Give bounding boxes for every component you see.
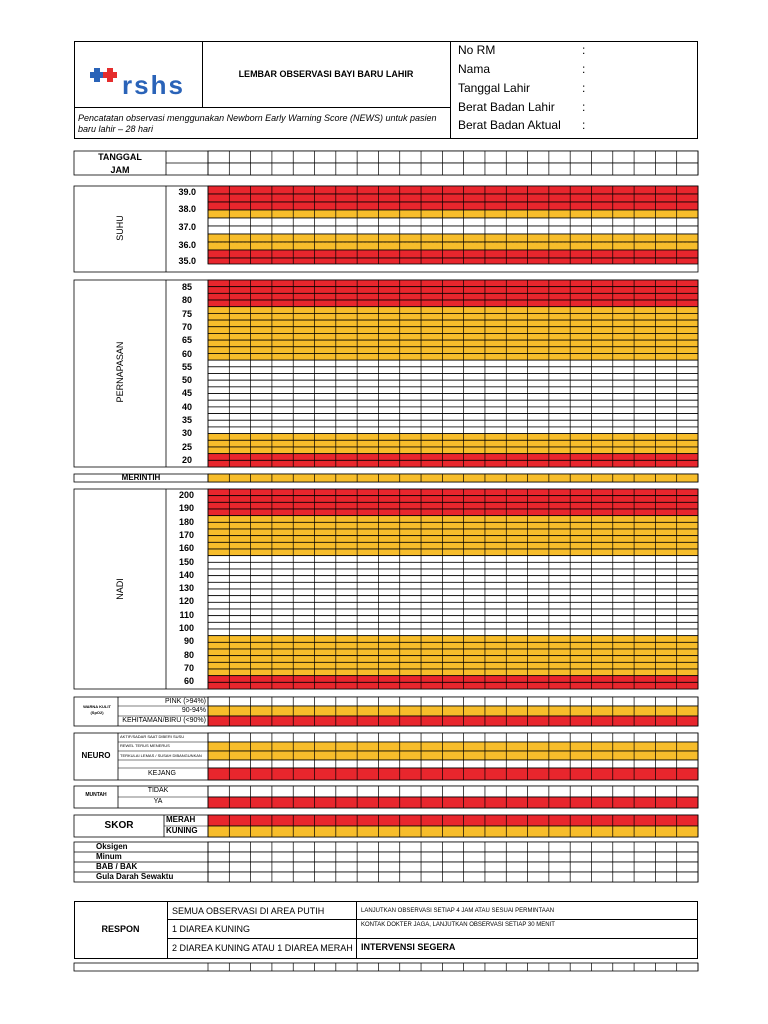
extra-row-label: BAB / BAK [96, 862, 138, 871]
warna-kulit-cell-row [208, 706, 698, 716]
pernapasan-label: 30 [181, 428, 192, 439]
nadi-cell-row [208, 662, 698, 669]
warna-kulit-row-label: 90-94% [181, 707, 206, 714]
neuro-row-label: AKTIF/SADAR SAAT DIBERI SUSU [120, 734, 185, 739]
nadi-label: 140 [178, 569, 194, 580]
pernapasan-label: 20 [181, 454, 192, 465]
pernapasan-label: 45 [181, 388, 192, 399]
suhu-cell-row [208, 242, 698, 250]
suhu-title: SUHU [115, 215, 125, 241]
nadi-cell-row [208, 569, 698, 576]
nadi-cell-row [208, 622, 698, 629]
form-title: LEMBAR OBSERVASI BAYI BARU LAHIR [238, 69, 414, 79]
pernapasan-cell-row [208, 374, 698, 381]
nadi-label: 90 [183, 636, 194, 647]
patient-field-berat-lahir: Berat Badan Lahir : [458, 100, 586, 114]
skor-row-label: MERAH [166, 815, 196, 824]
muntah-title: MUNTAH [85, 792, 107, 798]
neuro-cell-row [208, 733, 698, 742]
time-label: JAM [110, 165, 130, 175]
neuro-row-label: KEJANG [147, 770, 176, 777]
extra-row-label: Gula Darah Sewaktu [96, 872, 174, 881]
patient-field-tanggal-lahir: Tanggal Lahir : [458, 81, 586, 95]
pernapasan-cell-row [208, 360, 698, 367]
merintih-row [208, 474, 698, 482]
suhu-label: 37.0 [178, 222, 196, 232]
nadi-cell-row [208, 529, 698, 536]
patient-field-no-rm: No RM : [458, 43, 586, 57]
skor-row-label: KUNING [166, 826, 198, 835]
nadi-cell-row [208, 649, 698, 656]
respon-action-1: LANJUTKAN OBSERVASI SETIAP 4 JAM ATAU SESUAI PERMINTAAN [361, 908, 555, 914]
neuro-title: NEURO [81, 751, 111, 760]
warna-kulit-cell-row [208, 716, 698, 726]
nadi-cell-row [208, 496, 698, 503]
nadi-cell-row [208, 542, 698, 549]
pernapasan-cell-row [208, 440, 698, 447]
pernapasan-label: 85 [181, 282, 192, 292]
nadi-title: NADI [115, 578, 125, 600]
suhu-cell-row [208, 202, 698, 210]
respon-condition-3: 2 DIAREA KUNING ATAU 1 DIAREA MERAH [172, 943, 353, 953]
muntah-cell-row [208, 786, 698, 797]
skor-title: SKOR [104, 820, 134, 831]
extra-row-label: Minum [96, 852, 122, 861]
respon-action-3: INTERVENSI SEGERA [361, 942, 456, 952]
neuro-row-label: TERKULAI LEMAS / SUSAH DIBANGUNKAN [120, 753, 202, 758]
nadi-cell-row [208, 582, 698, 589]
pernapasan-cell-row [208, 387, 698, 394]
muntah-row-label: TIDAK [147, 787, 169, 794]
date-label: TANGGAL [98, 152, 142, 162]
muntah-row-label: YA [153, 798, 163, 805]
extra-row-label: Oksigen [96, 842, 128, 851]
pernapasan-cell-row [208, 400, 698, 407]
pernapasan-cell-row [208, 300, 698, 307]
pernapasan-cell-row [208, 407, 698, 414]
nadi-label: 160 [178, 543, 194, 554]
pernapasan-cell-row [208, 293, 698, 300]
nadi-cell-row [208, 669, 698, 676]
neuro-cell-row [208, 768, 698, 780]
pernapasan-label: 40 [181, 401, 192, 412]
patient-field-berat-aktual: Berat Badan Aktual : [458, 118, 586, 132]
nadi-cell-row [208, 536, 698, 543]
suhu-cell-row [208, 194, 698, 202]
respon-div-h2 [167, 938, 698, 939]
pernapasan-label: 55 [181, 361, 192, 372]
nadi-label: 200 [178, 490, 194, 500]
respon-div-h1 [167, 919, 698, 920]
warna-kulit-row-label: PINK (>94%) [164, 698, 206, 705]
pernapasan-cell-row [208, 307, 698, 314]
nadi-cell-row [208, 562, 698, 569]
suhu-label: 39.0 [178, 187, 196, 197]
pernapasan-label: 65 [181, 335, 192, 346]
nadi-label: 80 [183, 649, 194, 660]
neuro-cell-row [208, 760, 698, 768]
nadi-cell-row [208, 682, 698, 689]
extra-cell-row [208, 842, 698, 852]
pernapasan-cell-row [208, 280, 698, 287]
suhu-cell-row [208, 250, 698, 258]
suhu-cell-row [208, 258, 698, 264]
nadi-cell-row [208, 636, 698, 643]
skor-cell-row [208, 815, 698, 826]
warna-kulit-title: WARNA KULIT (SpO2) [83, 704, 111, 716]
suhu-cell-row [208, 186, 698, 194]
pernapasan-label: 70 [181, 321, 192, 332]
neuro-row-label: REWEL TERUS MENERUS [120, 743, 170, 748]
nadi-cell-row [208, 522, 698, 529]
date-row [208, 151, 698, 163]
pernapasan-cell-row [208, 434, 698, 441]
suhu-cell-row [208, 226, 698, 234]
nadi-cell-row [208, 502, 698, 509]
nadi-cell-row [208, 629, 698, 636]
nadi-label: 70 [183, 662, 194, 673]
nadi-cell-row [208, 549, 698, 556]
pernapasan-cell-row [208, 333, 698, 340]
pernapasan-label: 35 [181, 415, 192, 425]
suhu-label: 38.0 [178, 204, 196, 214]
nadi-label: 190 [178, 503, 194, 514]
nadi-label: 120 [178, 596, 194, 607]
pernapasan-label: 25 [181, 441, 192, 452]
pernapasan-cell-row [208, 447, 698, 454]
nadi-label: 180 [178, 516, 194, 527]
muntah-cell-row [208, 797, 698, 808]
respon-div-v1 [167, 901, 168, 959]
warna-kulit-row-label: KEHITAMAN/BIRU (<90%) [122, 717, 206, 724]
nadi-cell-row [208, 609, 698, 616]
suhu-cell-row [208, 210, 698, 218]
pernapasan-cell-row [208, 420, 698, 427]
nadi-label: 60 [183, 676, 194, 687]
nadi-cell-row [208, 576, 698, 583]
nadi-cell-row [208, 642, 698, 649]
pernapasan-cell-row [208, 367, 698, 374]
pernapasan-cell-row [208, 427, 698, 434]
warna-kulit-cell-row [208, 697, 698, 706]
pernapasan-cell-row [208, 454, 698, 461]
pernapasan-cell-row [208, 340, 698, 347]
pernapasan-cell-row [208, 353, 698, 360]
nadi-cell-row [208, 509, 698, 516]
pernapasan-cell-row [208, 414, 698, 421]
nadi-label: 170 [178, 529, 194, 540]
nadi-cell-row [208, 596, 698, 603]
nadi-cell-row [208, 676, 698, 683]
suhu-cell-row [208, 234, 698, 242]
pernapasan-cell-row [208, 380, 698, 387]
neuro-cell-row [208, 751, 698, 760]
pernapasan-cell-row [208, 347, 698, 354]
nadi-cell-row [208, 656, 698, 663]
nadi-cell-row [208, 602, 698, 609]
patient-field-nama: Nama : [458, 62, 586, 76]
pernapasan-cell-row [208, 287, 698, 294]
time-row [208, 163, 698, 175]
respon-condition-1: SEMUA OBSERVASI DI AREA PUTIH [172, 906, 325, 916]
skor-cell-row [208, 826, 698, 837]
merintih-label: MERINTIH [121, 473, 161, 482]
suhu-label: 36.0 [178, 240, 196, 250]
nadi-cell-row [208, 589, 698, 596]
respon-condition-2: 1 DIAREA KUNING [172, 924, 251, 934]
pernapasan-label: 75 [181, 308, 192, 319]
nadi-cell-row [208, 516, 698, 523]
neuro-cell-row [208, 742, 698, 751]
pernapasan-title: PERNAPASAN [115, 341, 125, 403]
pernapasan-cell-row [208, 460, 698, 467]
nadi-label: 130 [178, 583, 194, 594]
nadi-label: 100 [178, 623, 194, 633]
pernapasan-cell-row [208, 327, 698, 334]
pernapasan-cell-row [208, 320, 698, 327]
pernapasan-cell-row [208, 313, 698, 320]
nadi-cell-row [208, 556, 698, 563]
respon-action-2: KONTAK DOKTER JAGA, LANJUTKAN OBSERVASI SETIAP 30 MENIT [361, 922, 555, 928]
suhu-cell-row [208, 218, 698, 226]
pernapasan-label: 80 [181, 295, 192, 306]
pernapasan-label: 60 [181, 348, 192, 359]
extra-cell-row [208, 872, 698, 882]
pernapasan-label: 50 [181, 375, 192, 386]
respon-title: RESPON [101, 924, 140, 934]
respon-div-v2 [356, 901, 357, 959]
extra-cell-row [208, 852, 698, 862]
nadi-cell-row [208, 489, 698, 496]
logo-text: rshs [122, 70, 185, 100]
suhu-label: 35.0 [178, 256, 196, 266]
form-subtitle: Pencatatan observasi menggunakan Newborn Early Warning Score (NEWS) untuk pasien baru lahir – 28 hari [78, 113, 437, 135]
pernapasan-cell-row [208, 394, 698, 401]
extra-cell-row [208, 862, 698, 872]
bottom-column-row [74, 963, 698, 971]
nadi-label: 110 [179, 609, 194, 620]
nadi-label: 150 [178, 556, 194, 567]
nadi-cell-row [208, 616, 698, 623]
